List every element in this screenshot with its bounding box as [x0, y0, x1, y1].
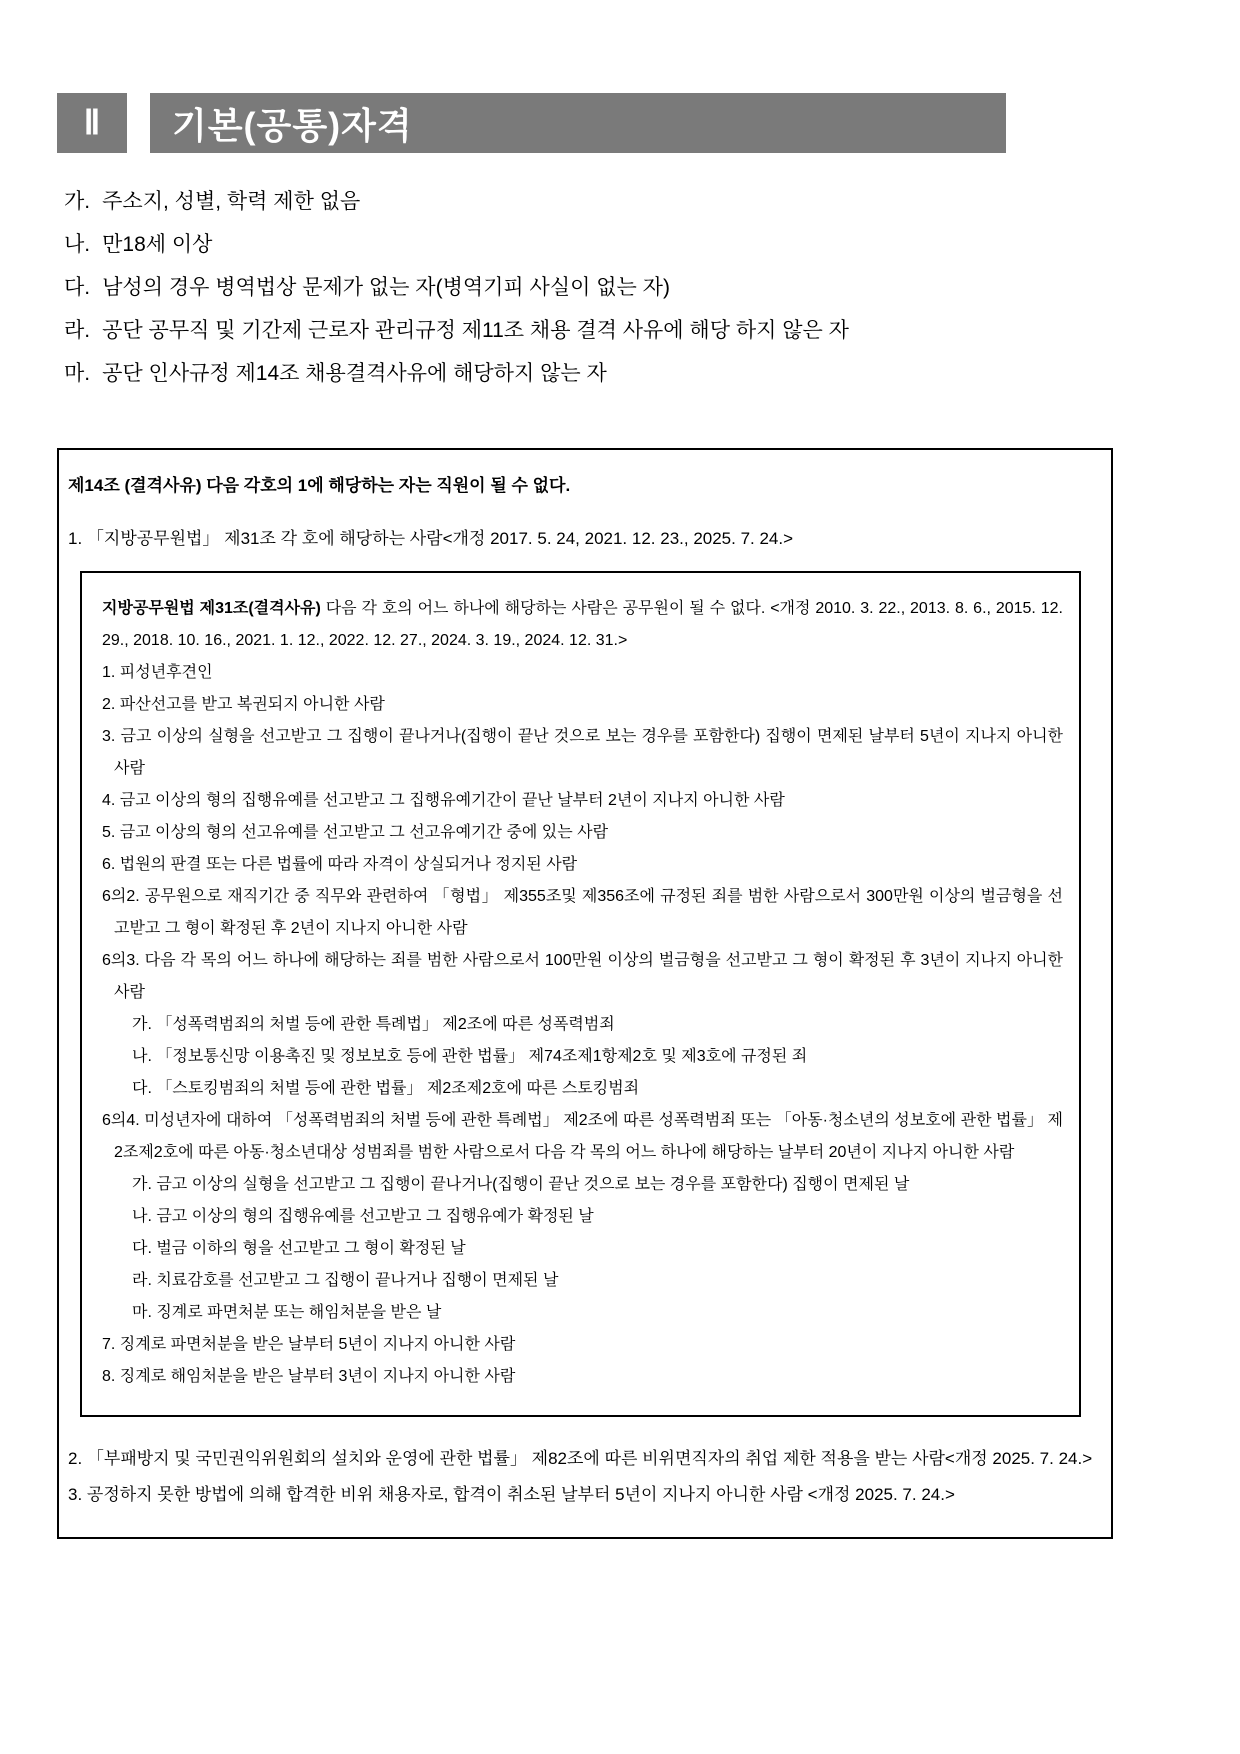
law31-clause: 6. 법원의 판결 또는 다른 법률에 따라 자격이 상실되거나 정지된 사람: [102, 855, 578, 873]
law31-clause: 나. 「정보통신망 이용촉진 및 정보보호 등에 관한 법률」 제74조제1항제2호 및 제3호에 규정된 죄: [132, 1047, 808, 1065]
requirement-text: 공단 인사규정 제14조 채용결격사유에 해당하지 않는 자: [102, 362, 607, 385]
requirements-list: [64, 180, 1240, 395]
requirement-item: [64, 223, 1240, 266]
article14-box: [57, 448, 1113, 1539]
section-title-bar: [150, 93, 1006, 153]
requirement-label: 라.: [64, 319, 91, 342]
law31-box: [80, 571, 1081, 1417]
law31-clause: 1. 피성년후견인: [102, 663, 213, 681]
requirement-item: [64, 352, 1240, 395]
law31-clause: 8. 징계로 해임처분을 받은 날부터 3년이 지나지 아니한 사람: [102, 1367, 516, 1385]
article14-clause-1: 1. 「지방공무원법」 제31조 각 호에 해당하는 사람<개정 2017. 5. 24, 2021. 12. 23., 2025. 7. 24.>: [68, 528, 794, 548]
requirement-text: 공단 공무직 및 기간제 근로자 관리규정 제11조 채용 결격 사유에 해당 하지 않은 자: [102, 319, 849, 342]
law31-clause: 라. 치료감호를 선고받고 그 집행이 끝나거나 집행이 면제된 날: [132, 1271, 559, 1289]
requirement-item: [64, 309, 1240, 352]
law31-clause: 다. 「스토킹범죄의 처벌 등에 관한 법률」 제2조제2호에 따른 스토킹범죄: [132, 1079, 640, 1097]
section-numeral: Ⅱ: [83, 105, 101, 142]
requirement-text: 주소지, 성별, 학력 제한 없음: [102, 190, 361, 213]
law31-title-name: 지방공무원법 제31조(결격사유): [102, 599, 321, 617]
law31-clause: 가. 금고 이상의 실형을 선고받고 그 집행이 끝나거나(집행이 끝난 것으로 보는 경우를 포함한다) 집행이 면제된 날: [132, 1175, 910, 1193]
article14-heading: 제14조 (결격사유) 다음 각호의 1에 해당하는 자는 직원이 될 수 없다.: [68, 476, 571, 495]
article14-clause-3: 3. 공정하지 못한 방법에 의해 합격한 비위 채용자로, 합격이 취소된 날부터 5년이 지나지 아니한 사람 <개정 2025. 7. 24.>: [68, 1484, 955, 1504]
requirement-item: [64, 266, 1240, 309]
law31-title: [102, 593, 1063, 657]
requirement-label: 마.: [64, 362, 91, 385]
law31-clause: 6의4. 미성년자에 대하여 「성폭력범죄의 처벌 등에 관한 특례법」 제2조에 따른 성폭력범죄 또는 「아동·청소년의 성보호에 관한 법률」 제2조제2호에 따른 아동·청소년대상 성범죄를 범한 사람으로서 다음 각 목의 어느 하나에 해당하는 날부터 20년이 지나지 아니한 사람: [102, 1111, 1063, 1161]
requirement-label: 가.: [64, 190, 91, 213]
law31-clause: 6의2. 공무원으로 재직기간 중 직무와 관련하여 「형법」 제355조및 제356조에 규정된 죄를 범한 사람으로서 300만원 이상의 벌금형을 선고받고 그 형이 확정된 후 2년이 지나지 아니한 사람: [102, 887, 1063, 937]
law31-clause: 나. 금고 이상의 형의 집행유예를 선고받고 그 집행유예가 확정된 날: [132, 1207, 594, 1225]
law31-clause: 마. 징계로 파면처분 또는 해임처분을 받은 날: [132, 1303, 442, 1321]
section-header: [57, 93, 1240, 153]
law31-title-body: 다음 각 호의 어느 하나에 해당하는 사람은 공무원이 될 수 없다. <개정 2010. 3. 22., 2013. 8. 6., 2015. 12. 29., 2018. 10. 16., 2021. 1. 12., 2022. 12. 27., 2024. 3. 19., 2024. 12. 31.>: [102, 599, 1063, 649]
law31-clause: 7. 징계로 파면처분을 받은 날부터 5년이 지나지 아니한 사람: [102, 1335, 516, 1353]
law31-clause: 2. 파산선고를 받고 복권되지 아니한 사람: [102, 695, 385, 713]
requirement-text: 남성의 경우 병역법상 문제가 없는 자(병역기피 사실이 없는 자): [102, 276, 670, 299]
law31-clause: 4. 금고 이상의 형의 집행유예를 선고받고 그 집행유예기간이 끝난 날부터 2년이 지나지 아니한 사람: [102, 791, 785, 809]
requirement-label: 나.: [64, 233, 91, 256]
section-numeral-box: [57, 93, 127, 153]
law31-clause: 다. 벌금 이하의 형을 선고받고 그 형이 확정된 날: [132, 1239, 466, 1257]
requirement-label: 다.: [64, 276, 91, 299]
law31-clause: 6의3. 다음 각 목의 어느 하나에 해당하는 죄를 범한 사람으로서 100만원 이상의 벌금형을 선고받고 그 형이 확정된 후 3년이 지나지 아니한 사람: [102, 951, 1063, 1001]
requirement-item: [64, 180, 1240, 223]
law31-clause: 5. 금고 이상의 형의 선고유예를 선고받고 그 선고유예기간 중에 있는 사람: [102, 823, 609, 841]
section-title: 기본(공통)자격: [172, 104, 413, 146]
requirement-text: 만18세 이상: [102, 233, 213, 256]
law31-clause: 가. 「성폭력범죄의 처벌 등에 관한 특례법」 제2조에 따른 성폭력범죄: [132, 1015, 615, 1033]
law31-clause: 3. 금고 이상의 실형을 선고받고 그 집행이 끝나거나(집행이 끝난 것으로 보는 경우를 포함한다) 집행이 면제된 날부터 5년이 지나지 아니한 사람: [102, 727, 1063, 777]
article14-clause-2: 2. 「부패방지 및 국민권익위원회의 설치와 운영에 관한 법률」 제82조에 따른 비위면직자의 취업 제한 적용을 받는 사람<개정 2025. 7. 24.>: [68, 1448, 1093, 1468]
